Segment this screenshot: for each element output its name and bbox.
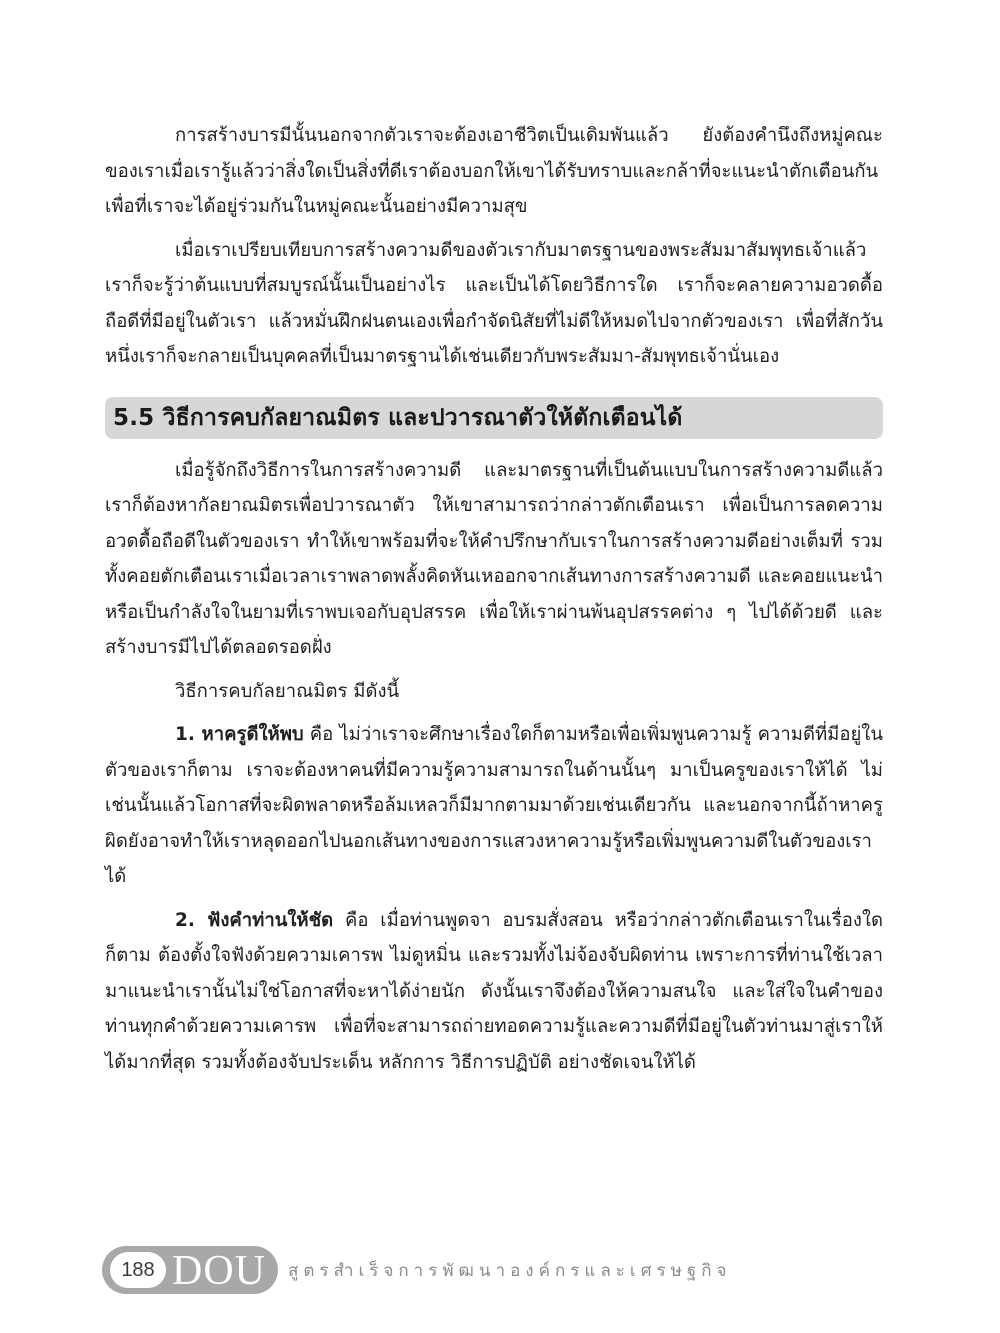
page-footer [102, 1246, 731, 1294]
method-item-2 [105, 903, 883, 1081]
page-number: 188 [110, 1252, 166, 1288]
section-paragraph: เมื่อรู้จักถึงวิธีการในการสร้างความดี และมาตรฐานที่เป็นต้นแบบในการสร้างความดีแล้ว เราก็ต้องหากัลยาณมิตรเพื่อปวารณาตัว ให้เขาสามารถว่ากล่าวตักเตือนเรา เพื่อเป็นการลดความอวดดื้อถือดีในตัวของเรา ทำให้เขาพร้อมที่จะให้คำปรึกษากับเราในการสร้างความดีอย่างเต็มที่ รวมทั้งคอยตักเตือนเราเมื่อเวลาเราพลาดพลั้งคิดหันเหออกจากเส้นทางการสร้างความดี และคอยแนะนำหรือเป็นกำลังใจในยามที่เราพบเจอกับอุปสรรค เพื่อให้เราผ่านพ้นอุปสรรคต่าง ๆ ไปได้ด้วยดี และสร้างบารมีไปได้ตลอดรอดฝั่ง [105, 459, 883, 658]
section-title: 5.5 วิธีการคบกัลยาณมิตร และปวารณาตัวให้ตักเตือนได้ [113, 404, 683, 431]
paragraph-intro-2: เมื่อเราเปรียบเทียบการสร้างความดีของตัวเรากับมาตรฐานของพระสัมมาสัมพุทธเจ้าแล้ว เราก็จะรู้ว่าต้นแบบที่สมบูรณ์นั้นเป็นอย่างไร และเป็นได้โดยวิธีการใด เราก็จะคลายความอวดดื้อถือดีที่มีอยู่ในตัวเรา แล้วหมั่นฝึกฝนตนเองเพื่อกำจัดนิสัยที่ไม่ดีให้หมดไปจากตัวของเรา เพื่อที่สักวันหนึ่งเราก็จะกลายเป็นบุคคลที่เป็นมาตรฐานได้เช่นเดียวกับพระสัมมา-สัมพุทธเจ้านั่นเอง [105, 239, 883, 367]
method-item-1-title: 1. หาครูดีให้พบ [175, 724, 304, 745]
page-content [105, 118, 883, 1080]
method-item-2-text: คือ เมื่อท่านพูดจา อบรมสั่งสอน หรือว่ากล่าวตักเตือนเราในเรื่องใดก็ตาม ต้องตั้งใจฟังด้วยความเคารพ ไม่ดูหมิ่น และรวมทั้งไม่จ้องจับผิดท่าน เพราะการที่ท่านใช้เวลามาแนะนำเรานั้นไม่ใช่โอกาสที่จะหาได้ง่ายนัก ดังนั้นเราจึงต้องให้ความสนใจ และใส่ใจในคำของท่านทุกคำด้วยความเคารพ เพื่อที่จะสามารถถ่ายทอดความรู้และความดีที่มีอยู่ในตัวท่านมาสู่เราให้ได้มากที่สุด รวมทั้งต้องจับประเด็น หลักการ วิธีการปฏิบัติ อย่างชัดเจนให้ได้ [105, 909, 884, 1073]
methods-intro: วิธีการคบกัลยาณมิตร มีดังนี้ [175, 680, 400, 702]
book-title: สูตรสำเร็จการพัฒนาองค์กรและเศรษฐกิจ [288, 1260, 732, 1281]
method-item-1 [105, 717, 883, 895]
paragraph-intro-1: การสร้างบารมีนั้นนอกจากตัวเราจะต้องเอาชีวิตเป็นเดิมพันแล้ว ยังต้องคำนึงถึงหมู่คณะของเราเมื่อเรารู้แล้วว่าสิ่งใดเป็นสิ่งที่ดีเราต้องบอกให้เขาได้รับทราบและกล้าที่จะแนะนำตักเตือนกัน เพื่อที่เราจะได้อยู่ร่วมกันในหมู่คณะนั้นอย่างมีความสุข [105, 125, 883, 217]
dou-logo: DOU [172, 1248, 266, 1294]
page-badge [102, 1246, 278, 1294]
method-item-1-text: คือ ไม่ว่าเราจะศึกษาเรื่องใดก็ตามหรือเพื่อเพิ่มพูนความรู้ ความดีที่มีอยู่ในตัวของเราก็ตาม เราจะต้องหาคนที่มีความรู้ความสามารถในด้านนั้นๆ มาเป็นครูของเราให้ได้ ไม่เช่นนั้นแล้วโอกาสที่จะผิดพลาดหรือล้มเหลวก็มีมากตามมาด้วยเช่นเดียวกัน และนอกจากนี้ถ้าหาครูผิดยังอาจทำให้เราหลุดออกไปนอกเส้นทางของการแสวงหาความรู้หรือเพิ่มพูนความดีในตัวของเราได้ [105, 724, 883, 887]
method-item-2-title: 2. ฟังคำท่านให้ชัด [175, 909, 334, 931]
section-heading-bar [105, 397, 883, 439]
